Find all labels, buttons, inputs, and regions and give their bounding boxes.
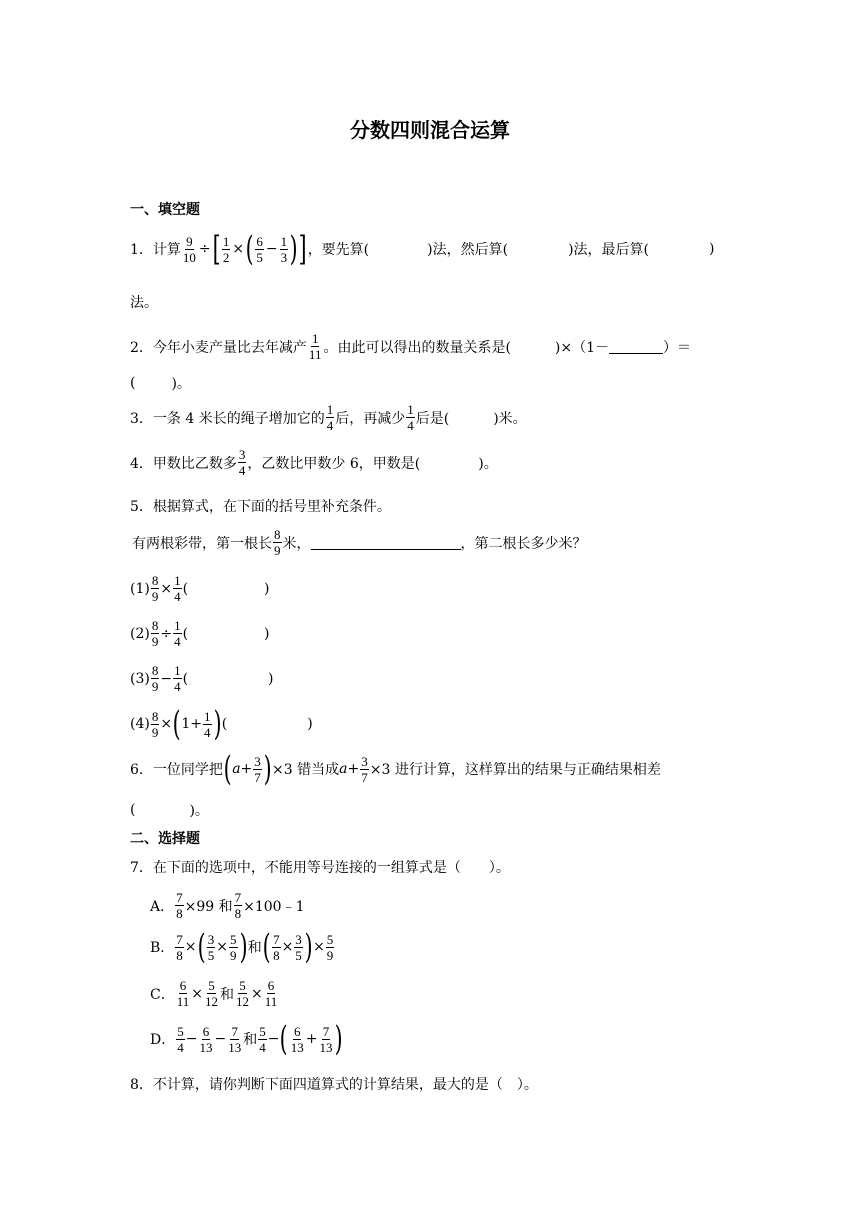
fraction-1-4: $\frac{1}{4}$: [326, 402, 334, 433]
question-8: 8．不计算，请你判断下面四道算式的计算结果，最大的是（ ）。: [130, 1077, 538, 1093]
question-4: 4．甲数比乙数多 $\frac{3}{4}$ ，乙数比甲数少 6，甲数是( )。: [130, 447, 498, 478]
question-6: 6．一位同学把 ( a + $\frac{3}{7}$ ) ×3 错当成 a + $\frac{3}{7}$ ×3 进行计算，这样算出的结果与正确结果相差: [130, 749, 661, 789]
q7-option-a: A． $\frac{7}{8}$ ×99 和 $\frac{7}{8}$ ×100﹣1: [150, 890, 305, 921]
section-choice: 二、选择题: [130, 831, 200, 847]
section-fill-in: 一、填空题: [130, 202, 200, 218]
question-6-cont: ( )。: [130, 802, 209, 819]
fraction-1-4: $\frac{1}{4}$: [407, 402, 414, 433]
fraction-1-3: $\frac{1}{3}$: [280, 233, 288, 265]
q7-option-d: D． $\frac{5}{4}$ − $\frac{6}{13}$ − $\frac{7}{13}$ 和 $\frac{5}{4}$ − ( $\frac{6}{13}$ + $\frac{7}{13}$ ): [150, 1019, 344, 1059]
fraction-3-4: $\frac{3}{4}$: [238, 447, 246, 478]
q5-item-3: (3) $\frac{8}{9}$ − $\frac{1}{4}$ ( ): [130, 663, 274, 694]
fraction-6-5: $\frac{6}{5}$: [256, 233, 263, 265]
q5-item-4: (4) $\frac{8}{9}$ × ( 1 + $\frac{1}{4}$ ) ( ): [130, 704, 313, 744]
q5-item-1: (1) $\frac{8}{9}$ × $\frac{1}{4}$ ( ): [130, 573, 270, 604]
question-3: 3．一条 4 米长的绳子增加它的 $\frac{1}{4}$ 后，再减少 $\frac{1}{4}$ 后是( )米。: [130, 402, 527, 433]
question-5: 5．根据算式，在下面的括号里补充条件。: [130, 499, 391, 515]
q5-item-2: (2) $\frac{8}{9}$ ÷ $\frac{1}{4}$ ( ): [130, 618, 270, 649]
question-5-context: 有两根彩带，第一根长 $\frac{8}{9}$ 米， ，第二根长多少米？: [132, 527, 587, 558]
fraction-9-10: $\frac{9}{10}$: [182, 233, 196, 265]
question-2-cont: ( )。: [130, 375, 191, 392]
question-2: 2．今年小麦产量比去年减产 $\frac{1}{11}$ 。由此可以得出的数量关系是( )×（1－ ）＝: [130, 331, 692, 362]
q7-option-c: C． $\frac{6}{11}$ × $\frac{5}{12}$ 和 $\frac{5}{12}$ × $\frac{6}{11}$: [150, 978, 278, 1009]
question-1: 1．计算 $\frac{9}{10}$ ÷ [ $\frac{1}{2}$ × ( $\frac{6}{5}$ − $\frac{1}{3}$ ) ] ，要先算( )法，然后算( )法，最后算( ): [130, 229, 715, 269]
fraction-8-9: $\frac{8}{9}$: [274, 527, 281, 558]
fraction-1-11: $\frac{1}{11}$: [308, 331, 322, 362]
question-7: 7．在下面的选项中，不能用等号连接的一组算式是（ ）。: [130, 860, 510, 876]
blank-underline: [311, 535, 461, 550]
page-title: 分数四则混合运算: [350, 118, 510, 142]
question-1-cont: 法。: [130, 295, 158, 311]
fraction-1-2: $\frac{1}{2}$: [222, 233, 230, 265]
q7-option-b: B． $\frac{7}{8}$ × ( $\frac{3}{5}$ × $\frac{5}{9}$ ) 和 ( $\frac{7}{8}$ × $\frac{3}{5}$ ) × $\frac{5}{9}$: [150, 927, 334, 967]
blank-underline: [609, 339, 663, 354]
